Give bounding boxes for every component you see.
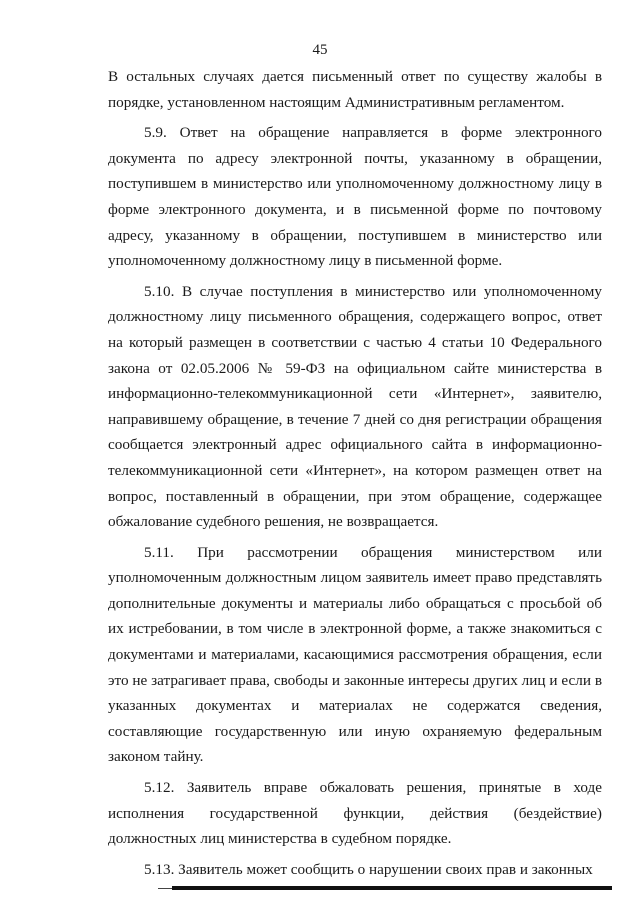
paragraph-complaint-reply: В остальных случаях дается письменный ответ по существу жалобы в порядке, установленном настоящим Административным регламентом.: [108, 68, 602, 111]
paragraph-5-11: 5.11. При рассмотрении обращения министерством или уполномоченным должностным лицом заявитель имеет право представлять дополнительные документы и материалы либо обращаться с просьбой об их истребовании, в том числе в электронной форме, а также знакомиться с документами и материалами, касающимися рассмотрения обращения, если это не затрагивает права, свободы и законные интересы других лиц и если в указанных документах и материалах не содержатся сведения, составляющие государственную или иную охраняемую федеральным законом тайну.: [108, 543, 602, 766]
page-number: 45: [312, 42, 328, 58]
document-body: [108, 64, 602, 887]
paragraph-5-9: 5.9. Ответ на обращение направляется в форме электронного документа по адресу электронной почты, указанному в обращении, поступившем в министерство или уполномоченному должностному лицу в форме электронного документа, и в письменной форме по почтовому адресу, указанному в обращении, поступившем в министерство или уполномоченному должностному лицу в письменной форме.: [108, 124, 602, 270]
paragraph-5-13: 5.13. Заявитель может сообщить о нарушении своих прав и законных: [144, 860, 593, 878]
paragraph-5-10: 5.10. В случае поступления в министерство или уполномоченному должностному лицу письменного обращения, содержащего вопрос, ответ на который размещен в соответствии с частью 4 статьи 10 Федерального закона от 02.05.2006 № 59-ФЗ на официальном сайте министерства в информационно-телекоммуникационной сети «Интернет», заявителю, направившему обращение, в течение 7 дней со дня регистрации обращения сообщается электронный адрес официального сайта в информационно-телекоммуникационной сети «Интернет», на котором размещен ответ на вопрос, поставленный в обращении, при этом обращение, содержащее обжалование судебного решения, не возвращается.: [108, 282, 602, 531]
bottom-rule: [172, 886, 612, 890]
paragraph-5-12: 5.12. Заявитель вправе обжаловать решения, принятые в ходе исполнения государственной функции, действия (бездействие) должностных лиц министерства в судебном порядке.: [108, 779, 602, 848]
